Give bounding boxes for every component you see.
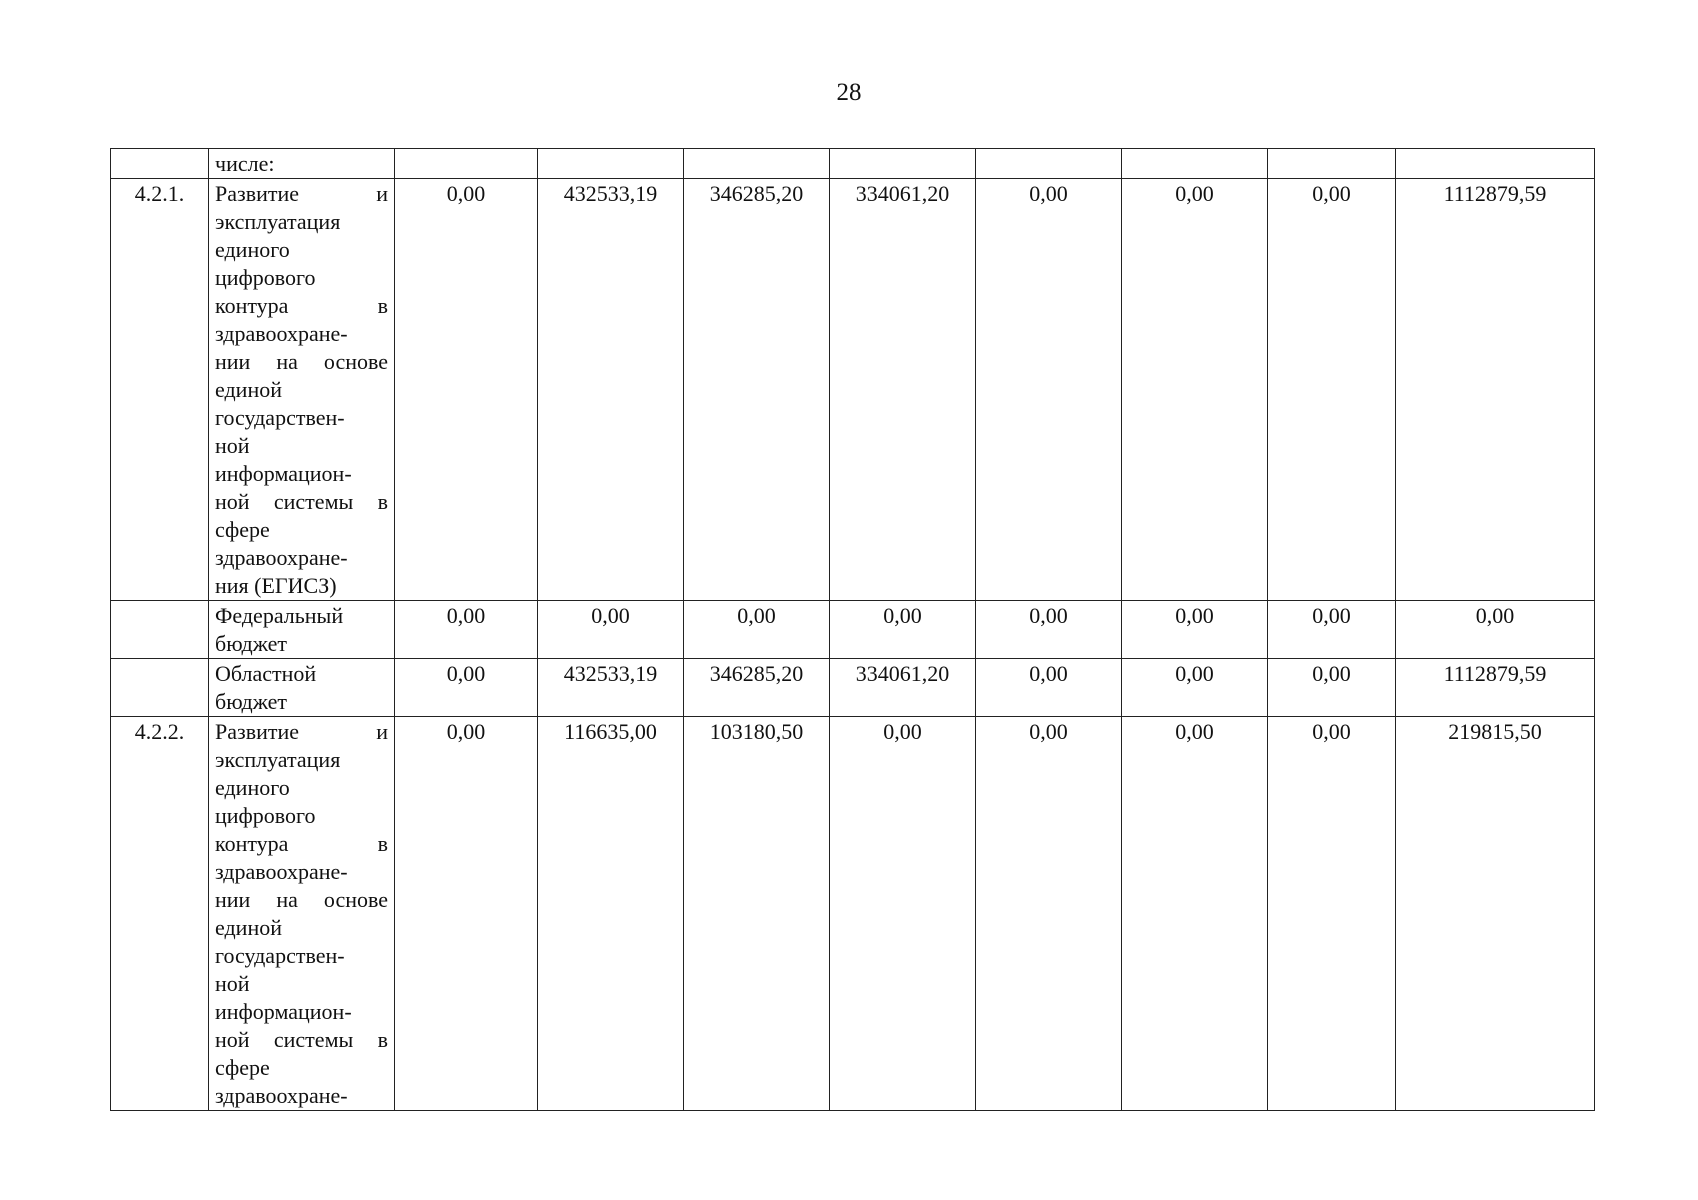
table-row — [111, 149, 1595, 179]
total-cell: 1112879,59 — [1396, 659, 1595, 717]
value-cell-4: 334061,20 — [830, 659, 976, 717]
item-name-cell — [209, 149, 395, 179]
item-name-line: ной — [215, 433, 250, 458]
value-cell-2: 432533,19 — [538, 659, 684, 717]
total-cell: 219815,50 — [1396, 717, 1595, 1111]
value-cell-6: 0,00 — [1122, 601, 1268, 659]
value-cell-6: 0,00 — [1122, 717, 1268, 1111]
item-name-cell — [209, 659, 395, 717]
budget-table — [110, 148, 1595, 1111]
table-row — [111, 179, 1595, 601]
value-cell-7: 0,00 — [1268, 601, 1396, 659]
item-name-line: государствен- — [215, 943, 345, 968]
value-cell-3: 346285,20 — [684, 179, 830, 601]
value-cell-2: 116635,00 — [538, 717, 684, 1111]
value-cell-6 — [1122, 149, 1268, 179]
item-name-cell — [209, 601, 395, 659]
value-cell-6: 0,00 — [1122, 659, 1268, 717]
item-name-line: нии на основе — [215, 349, 388, 374]
item-name-line: единого — [215, 775, 290, 800]
item-name-line: ния (ЕГИСЗ) — [215, 573, 337, 598]
total-cell: 1112879,59 — [1396, 179, 1595, 601]
item-name-line: информацион- — [215, 999, 352, 1024]
value-cell-6: 0,00 — [1122, 179, 1268, 601]
value-cell-4: 0,00 — [830, 717, 976, 1111]
item-name-line: бюджет — [215, 631, 287, 656]
item-name-line: Развитие и — [215, 181, 388, 206]
item-name-line: единого — [215, 237, 290, 262]
page-number: 28 — [836, 79, 862, 106]
item-name-line: единой — [215, 377, 282, 402]
item-name-line: здравоохране- — [215, 545, 348, 570]
value-cell-4 — [830, 149, 976, 179]
item-name-line: ной — [215, 971, 250, 996]
value-cell-7: 0,00 — [1268, 659, 1396, 717]
value-cell-1 — [395, 149, 538, 179]
value-cell-2 — [538, 149, 684, 179]
value-cell-7 — [1268, 149, 1396, 179]
row-number-cell — [111, 659, 209, 717]
item-name-line: числе: — [215, 151, 275, 176]
total-cell — [1396, 149, 1595, 179]
value-cell-5: 0,00 — [976, 601, 1122, 659]
table-body — [111, 149, 1595, 1111]
table-row — [111, 659, 1595, 717]
value-cell-5: 0,00 — [976, 717, 1122, 1111]
value-cell-1: 0,00 — [395, 601, 538, 659]
item-name-line: нии на основе — [215, 887, 388, 912]
item-name-line: цифрового — [215, 803, 316, 828]
value-cell-7: 0,00 — [1268, 717, 1396, 1111]
value-cell-5: 0,00 — [976, 179, 1122, 601]
value-cell-4: 334061,20 — [830, 179, 976, 601]
item-name-cell — [209, 179, 395, 601]
item-name-line: цифрового — [215, 265, 316, 290]
total-cell: 0,00 — [1396, 601, 1595, 659]
value-cell-2: 432533,19 — [538, 179, 684, 601]
item-name-line: эксплуатация — [215, 747, 341, 772]
value-cell-5: 0,00 — [976, 659, 1122, 717]
row-number-cell — [111, 149, 209, 179]
item-name-line: единой — [215, 915, 282, 940]
value-cell-1: 0,00 — [395, 659, 538, 717]
item-name-cell — [209, 717, 395, 1111]
item-name-line: контура в — [215, 831, 388, 856]
table-row — [111, 601, 1595, 659]
item-name-line: сфере — [215, 1055, 270, 1080]
item-name-line: информацион- — [215, 461, 352, 486]
row-number-cell: 4.2.1. — [111, 179, 209, 601]
value-cell-2: 0,00 — [538, 601, 684, 659]
item-name-line: здравоохране- — [215, 1083, 348, 1108]
item-name-line: Развитие и — [215, 719, 388, 744]
item-name-line: бюджет — [215, 689, 287, 714]
item-name-line: сфере — [215, 517, 270, 542]
value-cell-7: 0,00 — [1268, 179, 1396, 601]
value-cell-4: 0,00 — [830, 601, 976, 659]
value-cell-3: 346285,20 — [684, 659, 830, 717]
item-name-line: здравоохране- — [215, 321, 348, 346]
row-number-cell — [111, 601, 209, 659]
value-cell-3: 103180,50 — [684, 717, 830, 1111]
table-row — [111, 717, 1595, 1111]
value-cell-1: 0,00 — [395, 717, 538, 1111]
item-name-line: ной системы в — [215, 489, 388, 514]
row-number-cell: 4.2.2. — [111, 717, 209, 1111]
item-name-line: Федеральный — [215, 603, 344, 628]
item-name-line: государствен- — [215, 405, 345, 430]
item-name-line: Областной — [215, 661, 317, 686]
value-cell-3: 0,00 — [684, 601, 830, 659]
value-cell-5 — [976, 149, 1122, 179]
item-name-line: ной системы в — [215, 1027, 388, 1052]
item-name-line: эксплуатация — [215, 209, 341, 234]
value-cell-3 — [684, 149, 830, 179]
item-name-line: здравоохране- — [215, 859, 348, 884]
item-name-line: контура в — [215, 293, 388, 318]
value-cell-1: 0,00 — [395, 179, 538, 601]
